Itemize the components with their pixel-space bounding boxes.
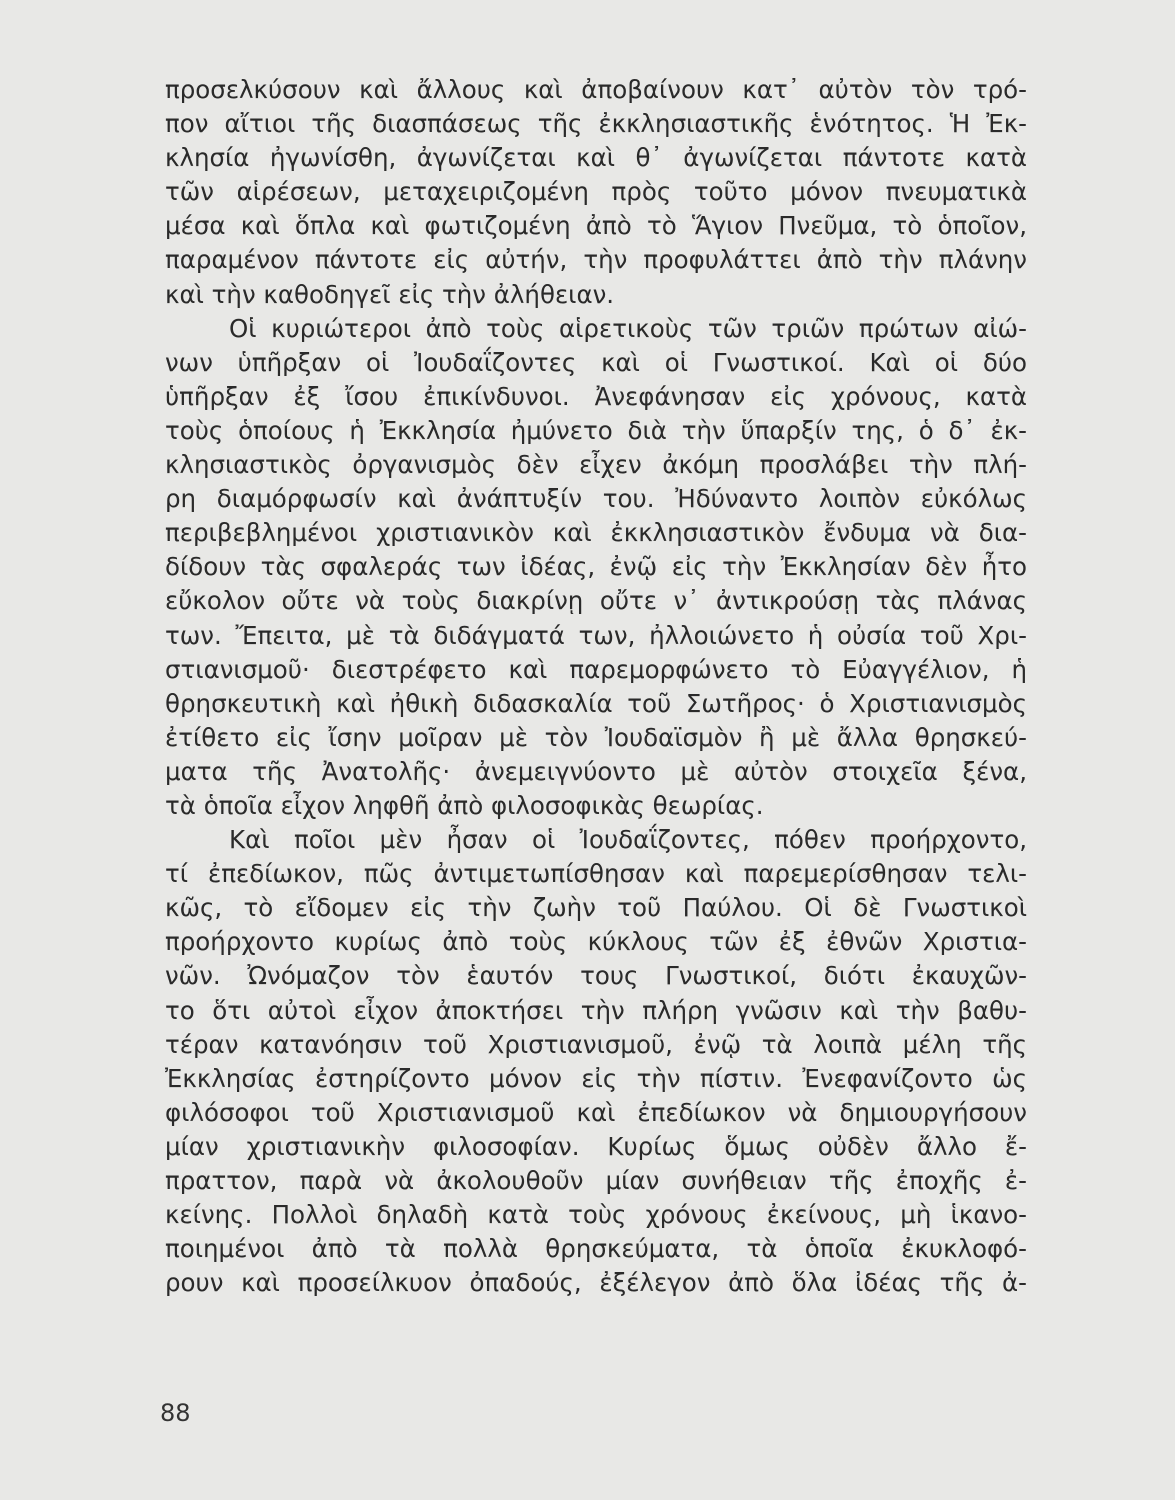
text-line: ποιημένοι ἀπὸ τὰ πολλὰ θρησκεύματα, τὰ ὁποῖα ἐκυκλοφό- bbox=[165, 1234, 1027, 1264]
text-line: νων ὑπῆρξαν οἱ Ἰουδαΐζοντες καὶ οἱ Γνωστικοί. Καὶ οἱ δύο bbox=[165, 347, 1027, 377]
page-number: 88 bbox=[160, 1399, 191, 1427]
text-line: των. Ἔπειτα, μὲ τὰ διδάγματά των, ἠλλοιώνετο ἡ οὐσία τοῦ Χρι- bbox=[165, 620, 1027, 650]
text-line: καὶ τὴν καθοδηγεῖ εἰς τὴν ἀλήθειαν. bbox=[165, 279, 615, 309]
text-line: μέσα καὶ ὅπλα καὶ φωτιζομένη ἀπὸ τὸ Ἅγιον Πνεῦμα, τὸ ὁποῖον, bbox=[165, 211, 1027, 241]
text-line: νῶν. Ὠνόμαζον τὸν ἑαυτόν τους Γνωστικοί, διότι ἐκαυχῶν- bbox=[165, 961, 1027, 991]
text-line: παραμένον πάντοτε εἰς αὐτήν, τὴν προφυλάττει ἀπὸ τὴν πλάνην bbox=[165, 245, 1027, 275]
text-line: δίδουν τὰς σφαλεράς των ἰδέας, ἐνῷ εἰς τὴν Ἐκκλησίαν δὲν ἦτο bbox=[165, 552, 1027, 582]
text-line: κῶς, τὸ εἴδομεν εἰς τὴν ζωὴν τοῦ Παύλου. Οἱ δὲ Γνωστικοὶ bbox=[165, 893, 1027, 923]
text-line: το ὅτι αὐτοὶ εἶχον ἀποκτήσει τὴν πλήρη γνῶσιν καὶ τὴν βαθυ- bbox=[165, 995, 1027, 1025]
text-line: περιβεβλημένοι χριστιανικὸν καὶ ἐκκλησιαστικὸν ἔνδυμα νὰ δια- bbox=[165, 518, 1027, 548]
text-line: τοὺς ὁποίους ἡ Ἐκκλησία ἠμύνετο διὰ τὴν ὕπαρξίν της, ὁ δ᾽ ἐκ- bbox=[165, 415, 1027, 445]
text-line: ματα τῆς Ἀνατολῆς· ἀνεμειγνύοντο μὲ αὐτὸν στοιχεῖα ξένα, bbox=[165, 756, 1027, 786]
text-line: κλησία ἠγωνίσθη, ἀγωνίζεται καὶ θ᾽ ἀγωνίζεται πάντοτε κατὰ bbox=[165, 143, 1027, 173]
text-line: τί ἐπεδίωκον, πῶς ἀντιμετωπίσθησαν καὶ παρεμερίσθησαν τελι- bbox=[165, 859, 1027, 889]
text-line: μίαν χριστιανικὴν φιλοσοφίαν. Κυρίως ὅμως οὐδὲν ἄλλο ἔ- bbox=[165, 1131, 1027, 1161]
text-line: Ἐκκλησίας ἐστηρίζοντο μόνον εἰς τὴν πίστιν. Ἐνεφανίζοντο ὡς bbox=[165, 1063, 1027, 1093]
text-line: κλησιαστικὸς ὀργανισμὸς δὲν εἶχεν ἀκόμη προσλάβει τὴν πλή- bbox=[165, 450, 1027, 480]
text-line: τὰ ὁποῖα εἶχον ληφθῆ ἀπὸ φιλοσοφικὰς θεωρίας. bbox=[165, 790, 764, 820]
text-line: πραττον, παρὰ νὰ ἀκολουθοῦν μίαν συνήθειαν τῆς ἐποχῆς ἐ- bbox=[165, 1166, 1027, 1195]
text-line: εὔκολον οὔτε νὰ τοὺς διακρίνῃ οὔτε ν᾽ ἀντικρούσῃ τὰς πλάνας bbox=[165, 586, 1027, 616]
text-line: ρουν καὶ προσείλκυον ὀπαδούς, ἐξέλεγον ἀπὸ ὅλα ἰδέας τῆς ἀ- bbox=[165, 1268, 1027, 1298]
text-line: ὑπῆρξαν ἐξ ἴσου ἐπικίνδυνοι. Ἀνεφάνησαν εἰς χρόνους, κατὰ bbox=[165, 381, 1027, 411]
text-line: τῶν αἱρέσεων, μεταχειριζομένη πρὸς τοῦτο μόνον πνευματικὰ bbox=[165, 177, 1027, 207]
text-line: Οἱ κυριώτεροι ἀπὸ τοὺς αἱρετικοὺς τῶν τριῶν πρώτων αἰώ- bbox=[229, 313, 1027, 343]
text-line: ἐτίθετο εἰς ἴσην μοῖραν μὲ τὸν Ἰουδαϊσμὸν ἢ μὲ ἄλλα θρησκεύ- bbox=[165, 722, 1027, 752]
text-line: θρησκευτικὴ καὶ ἠθικὴ διδασκαλία τοῦ Σωτῆρος· ὁ Χριστιανισμὸς bbox=[165, 688, 1027, 718]
text-block bbox=[165, 73, 1027, 1300]
text-line: ρη διαμόρφωσίν καὶ ἀνάπτυξίν του. Ἠδύναντο λοιπὸν εὐκόλως bbox=[165, 484, 1027, 514]
text-line: κείνης. Πολλοὶ δηλαδὴ κατὰ τοὺς χρόνους ἐκείνους, μὴ ἱκανο- bbox=[165, 1200, 1027, 1230]
text-line: προήρχοντο κυρίως ἀπὸ τοὺς κύκλους τῶν ἐξ ἐθνῶν Χριστια- bbox=[165, 927, 1027, 957]
text-line: προσελκύσουν καὶ ἄλλους καὶ ἀποβαίνουν κατ᾽ αὐτὸν τὸν τρό- bbox=[165, 75, 1027, 104]
text-line: πον αἴτιοι τῆς διασπάσεως τῆς ἐκκλησιαστικῆς ἑνότητος. Ἡ Ἐκ- bbox=[165, 109, 1027, 139]
text-line: Καὶ ποῖοι μὲν ἦσαν οἱ Ἰουδαΐζοντες, πόθεν προήρχοντο, bbox=[229, 825, 1027, 855]
text-line: φιλόσοφοι τοῦ Χριστιανισμοῦ καὶ ἐπεδίωκον νὰ δημιουργήσουν bbox=[165, 1097, 1027, 1127]
text-line: στιανισμοῦ· διεστρέφετο καὶ παρεμορφώνετο τὸ Εὐαγγέλιον, ἡ bbox=[165, 654, 1027, 684]
text-line: τέραν κατανόησιν τοῦ Χριστιανισμοῦ, ἐνῷ τὰ λοιπὰ μέλη τῆς bbox=[165, 1029, 1027, 1059]
